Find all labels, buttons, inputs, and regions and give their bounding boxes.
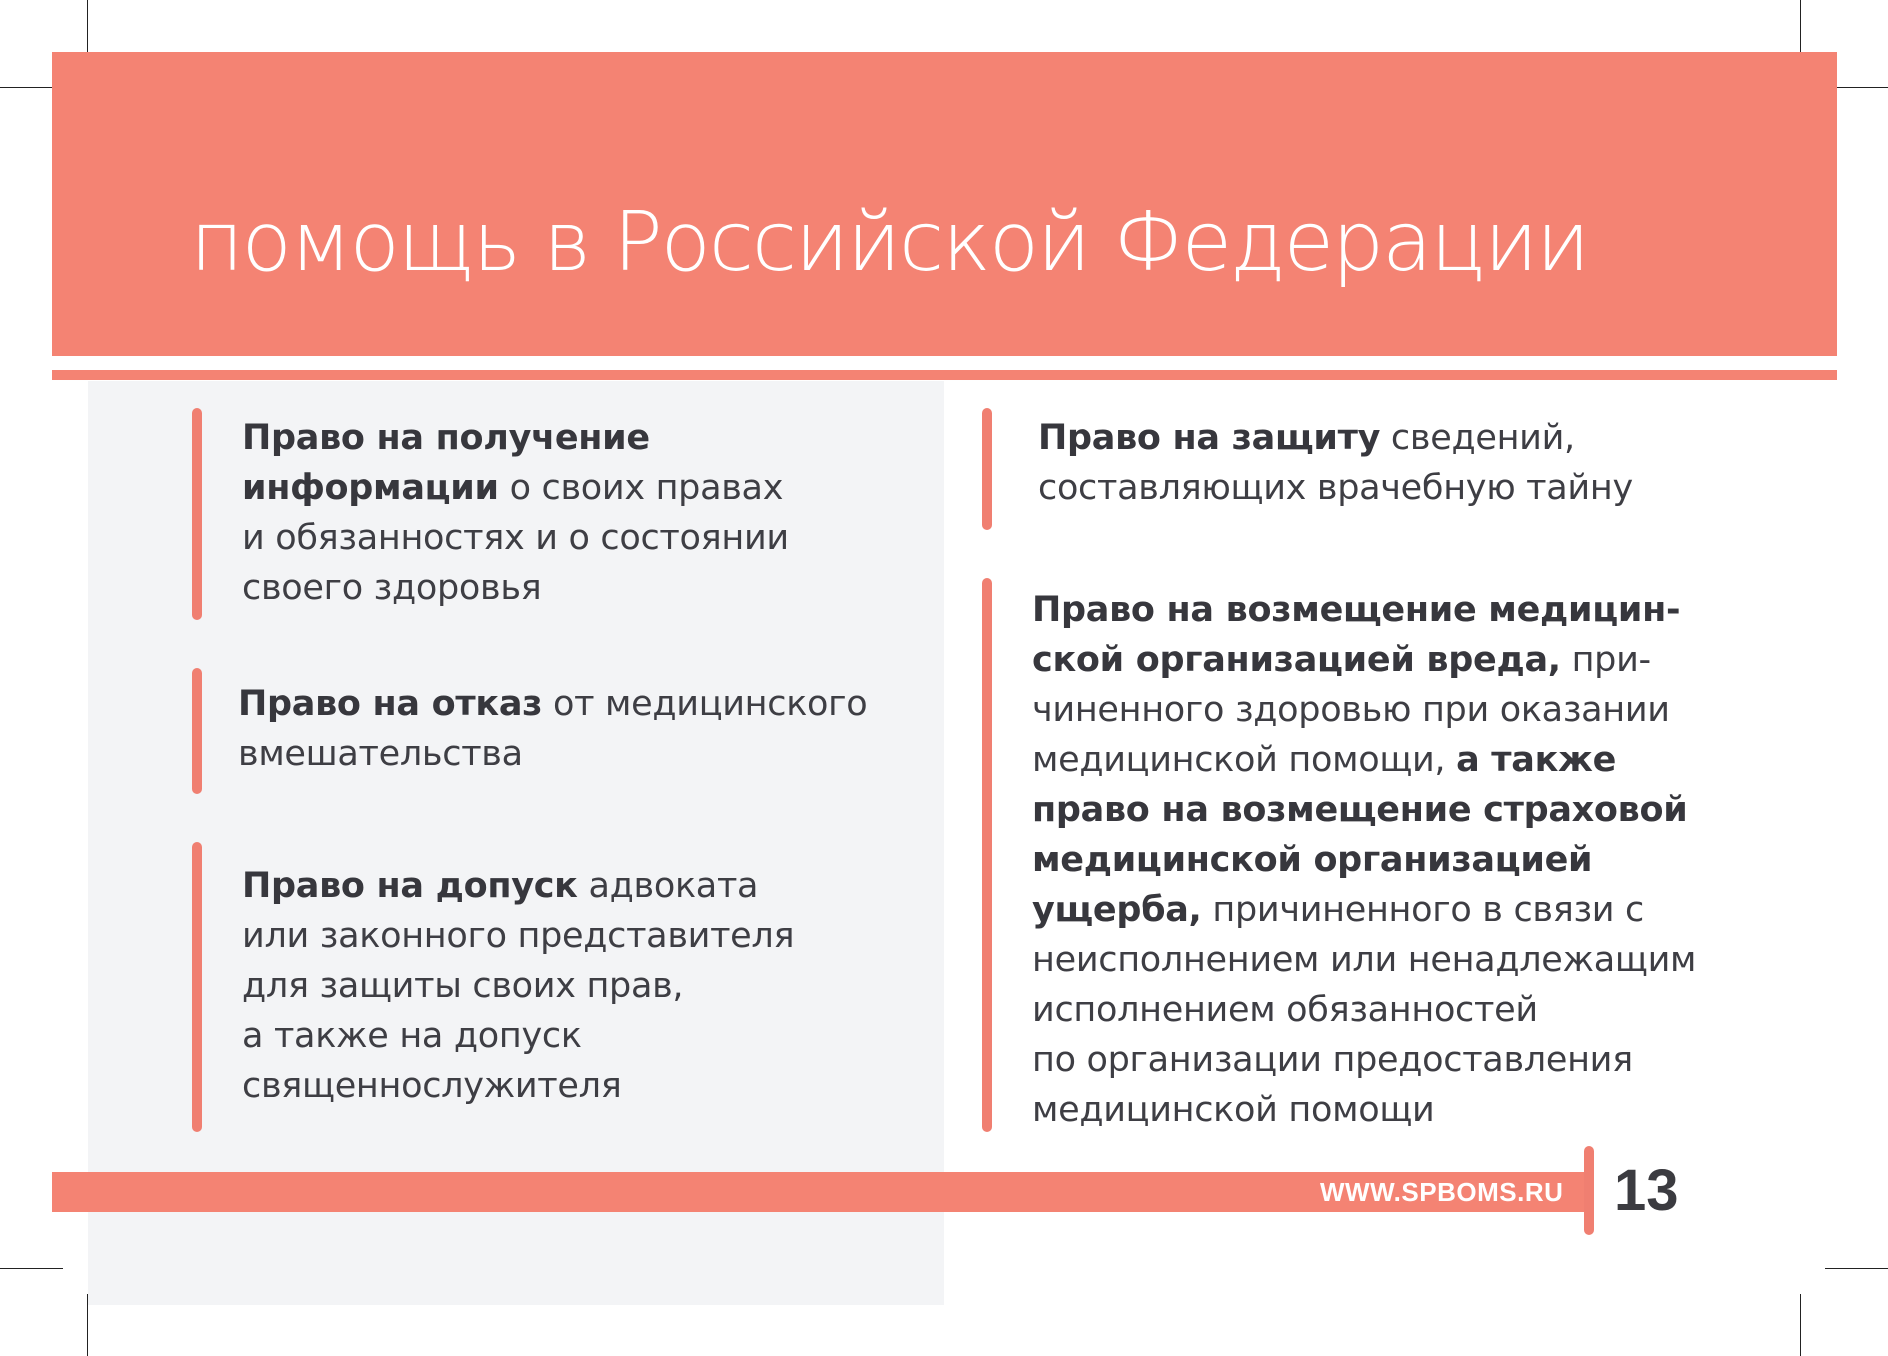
text-line: [1032, 1035, 1696, 1085]
body-text: священнослужителя: [242, 1066, 622, 1106]
emphasis-text: ской организацией вреда,: [1032, 640, 1561, 680]
text-line: [242, 1061, 794, 1111]
text-line: [242, 1011, 794, 1061]
emphasis-text: а также: [1456, 740, 1617, 780]
emphasis-text: ущерба,: [1032, 890, 1202, 930]
body-text: а также на допуск: [242, 1016, 582, 1056]
text-line: [1032, 635, 1696, 685]
body-text: адвоката: [577, 866, 759, 906]
text-line: [1038, 413, 1633, 463]
body-text: причиненного в связи с: [1201, 890, 1644, 930]
text-line: [242, 563, 789, 613]
item-accent-bar: [982, 578, 992, 1132]
body-text: о своих правах: [498, 468, 784, 508]
emphasis-text: Право на допуск: [242, 866, 578, 906]
body-text: сведений,: [1380, 418, 1575, 458]
emphasis-text: Право на возмещение медицин-: [1032, 590, 1681, 630]
item-accent-bar: [192, 408, 202, 620]
page-title: помощь в Российской Федерации: [190, 195, 1589, 290]
item-accent-bar: [982, 408, 992, 530]
emphasis-text: Право на отказ: [238, 684, 543, 724]
text-line: [1038, 463, 1633, 513]
body-text: при-: [1560, 640, 1651, 680]
crop-mark: [1800, 1294, 1801, 1356]
crop-mark: [1825, 1268, 1888, 1269]
emphasis-text: информации: [242, 468, 499, 508]
item-text: [1032, 585, 1696, 1135]
item-accent-bar: [192, 668, 202, 794]
text-line: [1032, 735, 1696, 785]
body-text: по организации предоставления: [1032, 1040, 1633, 1080]
body-text: медицинской помощи,: [1032, 740, 1457, 780]
text-line: [1032, 585, 1696, 635]
body-text: чиненного здоровью при оказании: [1032, 690, 1670, 730]
body-text: составляющих врачебную тайну: [1038, 468, 1633, 508]
item-text: [238, 679, 867, 779]
crop-mark: [0, 1268, 63, 1269]
text-line: [242, 513, 789, 563]
footer-divider: [1584, 1146, 1594, 1235]
emphasis-text: право на возмещение страховой: [1032, 790, 1688, 830]
text-line: [1032, 685, 1696, 735]
item-text: [242, 861, 794, 1111]
item-text: [1038, 413, 1633, 513]
text-line: [242, 861, 794, 911]
text-line: [238, 729, 867, 779]
text-line: [242, 413, 789, 463]
website-link[interactable]: WWW.SPBOMS.RU: [1320, 1177, 1564, 1207]
item-accent-bar: [192, 842, 202, 1132]
text-line: [242, 961, 794, 1011]
text-line: [242, 911, 794, 961]
body-text: медицинской помощи: [1032, 1090, 1435, 1130]
text-line: [1032, 885, 1696, 935]
text-line: [242, 463, 789, 513]
text-line: [1032, 985, 1696, 1035]
text-line: [1032, 835, 1696, 885]
text-line: [1032, 1085, 1696, 1135]
body-text: своего здоровья: [242, 568, 542, 608]
header-rule: [52, 370, 1837, 380]
body-text: вмешательства: [238, 734, 523, 774]
emphasis-text: медицинской организацией: [1032, 840, 1593, 880]
item-text: [242, 413, 789, 613]
body-text: для защиты своих прав,: [242, 966, 684, 1006]
body-text: исполнением обязанностей: [1032, 990, 1538, 1030]
emphasis-text: Право на защиту: [1038, 418, 1381, 458]
text-line: [1032, 935, 1696, 985]
body-text: или законного представителя: [242, 916, 795, 956]
text-line: [1032, 785, 1696, 835]
text-line: [238, 679, 867, 729]
body-text: неисполнением или ненадлежащим: [1032, 940, 1697, 980]
emphasis-text: Право на получение: [242, 418, 650, 458]
page-number: 13: [1614, 1158, 1679, 1223]
body-text: от медицинского: [542, 684, 868, 724]
body-text: и обязанностях и о состоянии: [242, 518, 789, 558]
